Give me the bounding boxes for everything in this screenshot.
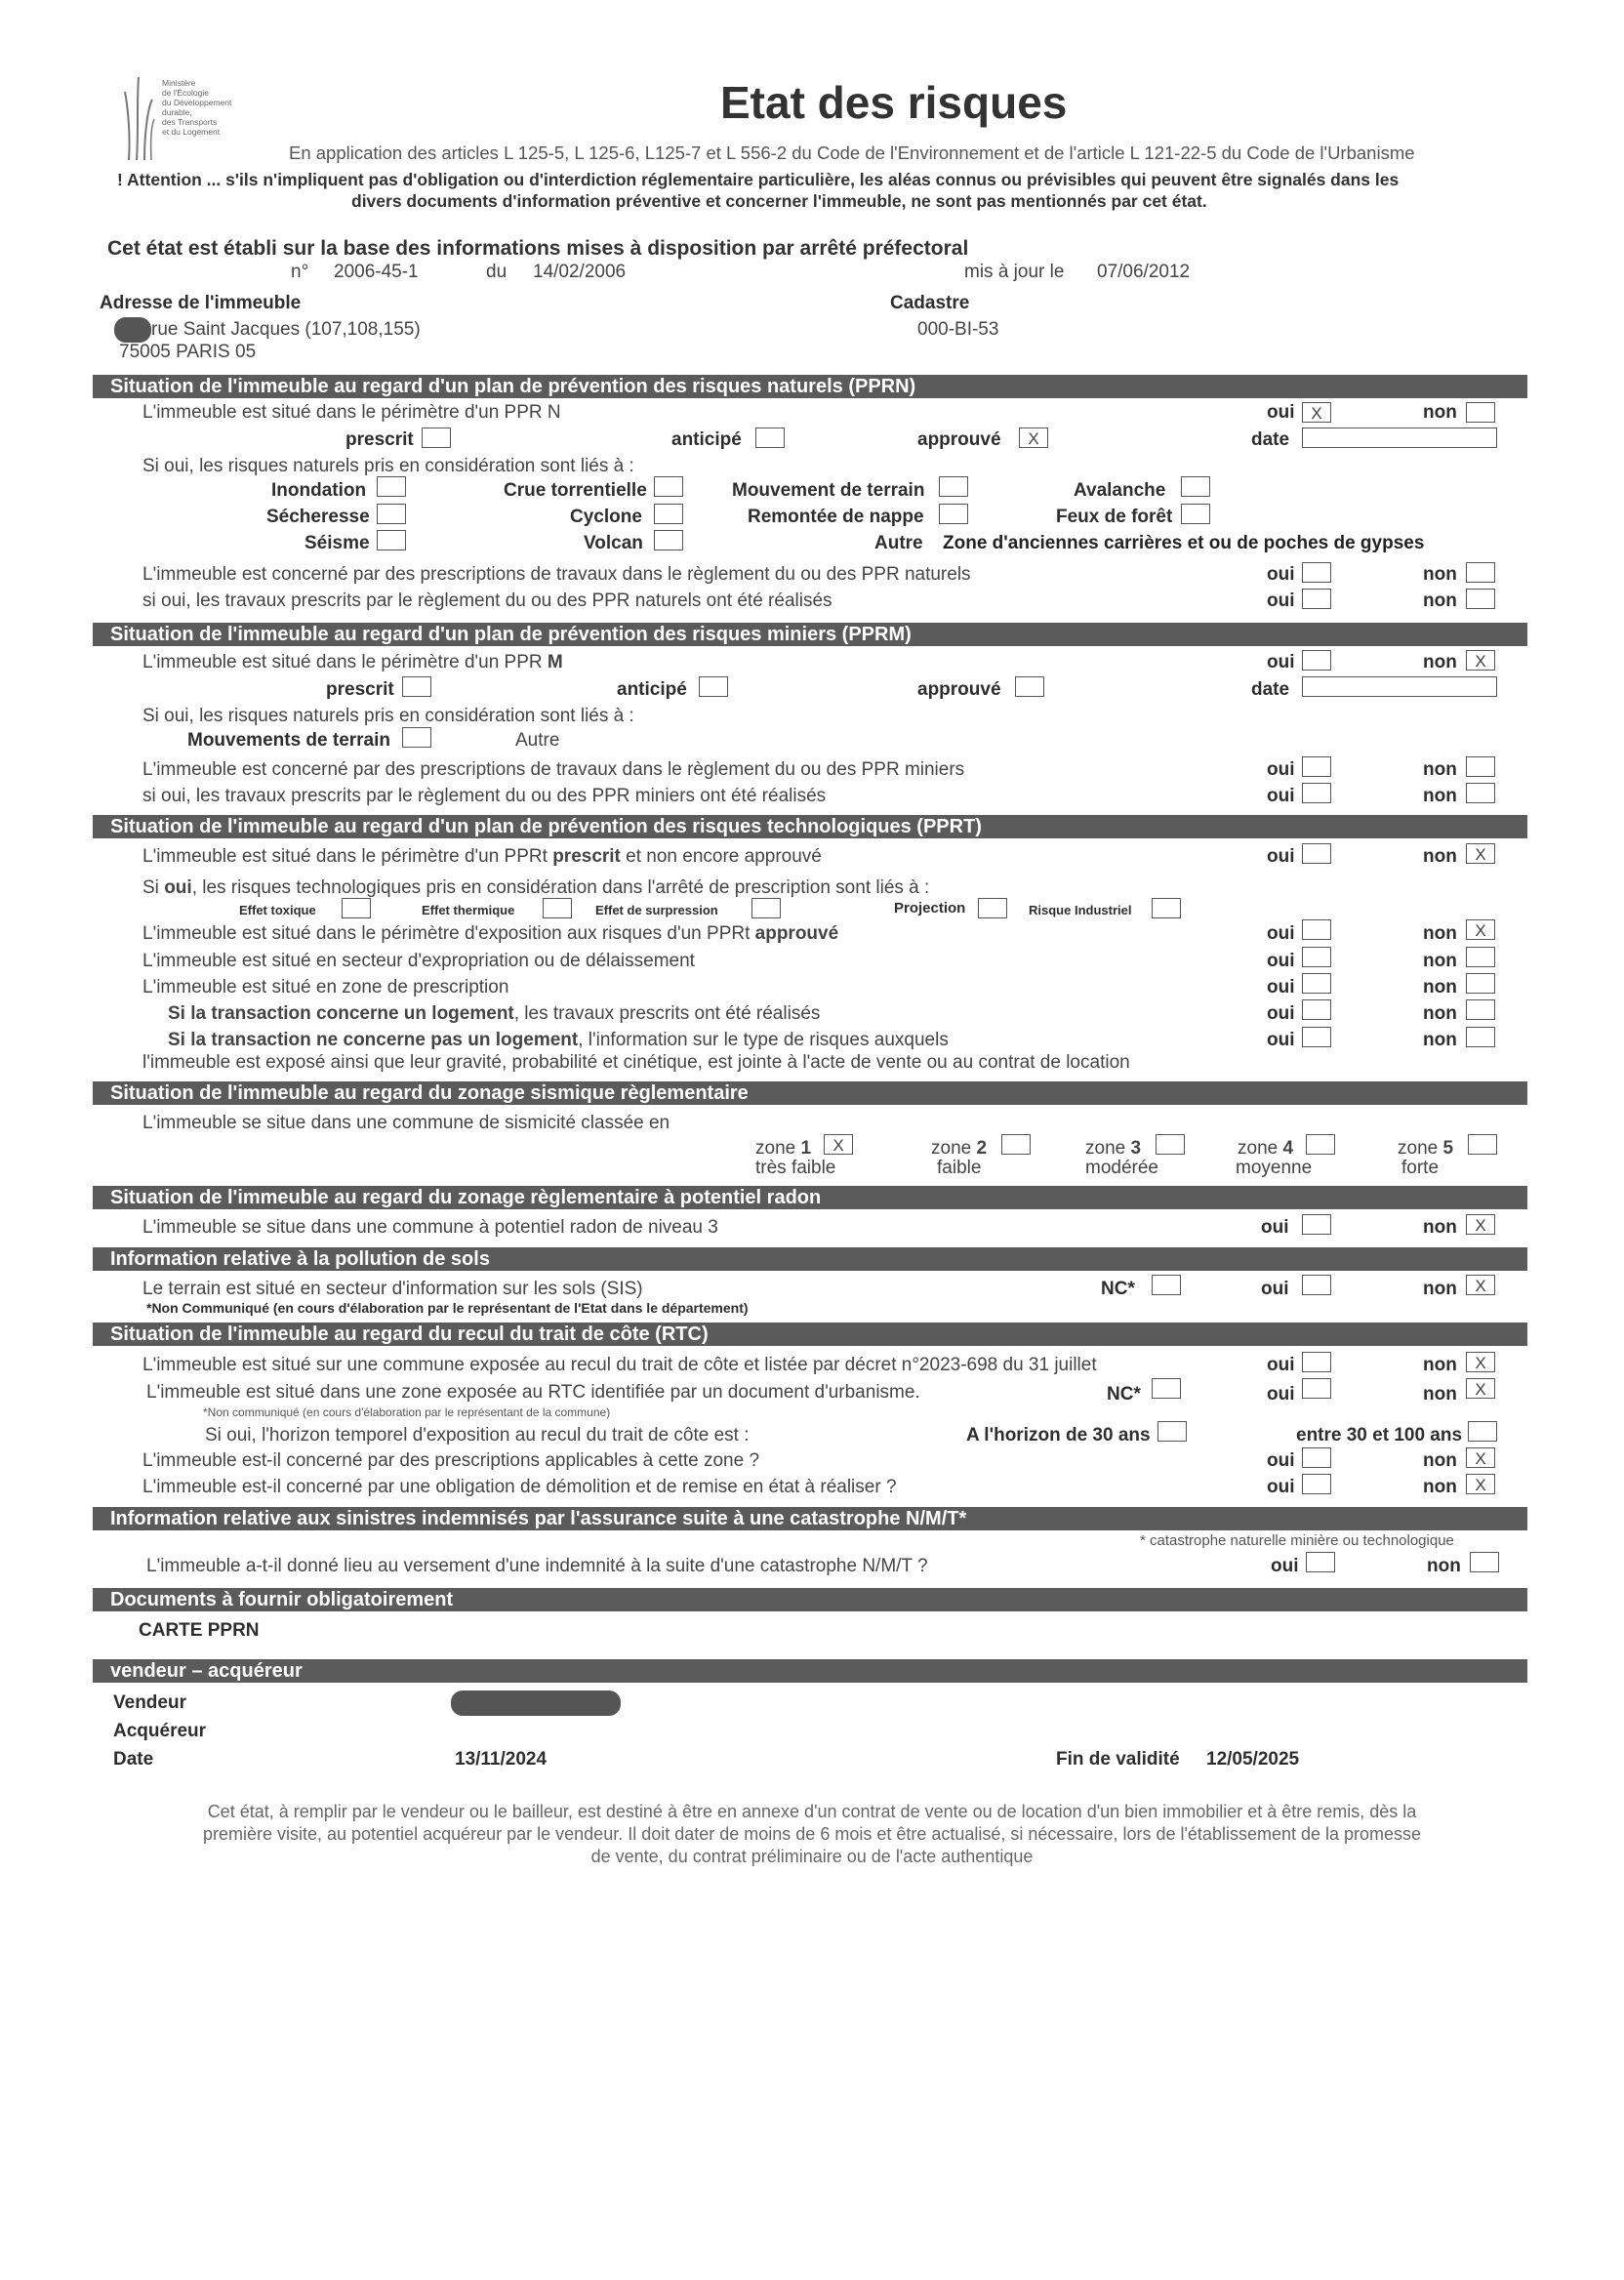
zone-1-checkbox[interactable]: X — [824, 1134, 853, 1155]
vendeur-label: Vendeur — [113, 1692, 186, 1713]
pprm-q3: si oui, les travaux prescrits par le règlement du ou des PPR miniers ont été réalisés — [142, 786, 827, 806]
pprt-q5-oui-checkbox[interactable] — [1302, 999, 1331, 1020]
oui-label: oui — [1267, 759, 1295, 780]
radon-q1: L'immeuble se situe dans une commune à potentiel radon de niveau 3 — [142, 1217, 718, 1238]
ministry-logo-icon — [119, 72, 158, 160]
zone-1-label — [755, 1138, 811, 1160]
redaction-mark — [114, 317, 151, 343]
adresse-label: Adresse de l'immeuble — [100, 293, 302, 313]
risk-secheresse-label: Sécheresse — [266, 507, 370, 527]
pprm-date-field[interactable] — [1302, 676, 1497, 697]
oui-label: oui — [1267, 923, 1295, 944]
pprm-prescrit-checkbox[interactable] — [402, 676, 431, 697]
oui-label: oui — [1261, 1217, 1289, 1238]
ministry-text — [162, 78, 231, 137]
pprt-q5-post: , les travaux prescrits ont été réalisés — [513, 1003, 821, 1024]
zone-4-label — [1238, 1138, 1293, 1160]
non-label: non — [1423, 1384, 1457, 1405]
cadastre-value: 000-BI-53 — [917, 319, 999, 340]
oui-label: oui — [1267, 1450, 1295, 1471]
approuve-label: approuvé — [917, 679, 1001, 700]
horizon-30-checkbox[interactable] — [1157, 1421, 1187, 1442]
zone-2-checkbox[interactable] — [1001, 1134, 1031, 1155]
non-label: non — [1423, 1355, 1457, 1375]
section-title: Situation de l'immeuble au regard d'un plan de prévention des risques miniers (PPRM) — [110, 624, 912, 645]
oui-label: oui — [1267, 402, 1295, 423]
pprm-q2-oui-checkbox[interactable] — [1302, 756, 1331, 777]
pprt-si-bold: oui — [164, 877, 192, 898]
horizon-30-label: A l'horizon de 30 ans — [966, 1425, 1151, 1445]
pprt-q3-oui-checkbox[interactable] — [1302, 947, 1331, 967]
rtc-q5-non-checkbox[interactable]: X — [1466, 1474, 1495, 1494]
sols-q1: Le terrain est situé en secteur d'information sur les sols (SIS) — [142, 1279, 643, 1299]
non-label: non — [1423, 1450, 1457, 1471]
risk-autre-value: Zone d'anciennes carrières et ou de poches de gypses — [943, 533, 1425, 553]
oui-label: oui — [1267, 786, 1295, 806]
risk-seisme-label: Séisme — [304, 533, 370, 553]
pprm-q1-bold: M — [547, 652, 563, 672]
risk-cyclone-label: Cyclone — [570, 507, 642, 527]
pprn-q1: L'immeuble est situé dans le périmètre d'un PPR N — [142, 402, 561, 423]
pprt-q6-non-checkbox[interactable] — [1466, 1027, 1495, 1047]
radon-non-checkbox[interactable]: X — [1466, 1214, 1495, 1235]
arrete-du-label: du — [486, 262, 508, 282]
oui-label: oui — [1267, 564, 1295, 585]
pprn-anticipe-checkbox[interactable] — [755, 428, 785, 448]
zone-2-label — [931, 1138, 987, 1160]
ministry-line: durable, — [162, 107, 192, 117]
effet-toxique-label: Effet toxique — [239, 903, 316, 917]
oui-label: oui — [1267, 846, 1295, 867]
approuve-label: approuvé — [917, 429, 1001, 450]
risk-feux-checkbox[interactable] — [1181, 504, 1210, 524]
pprm-mouvements-checkbox[interactable] — [402, 727, 431, 748]
non-label: non — [1423, 951, 1457, 971]
adresse-line2: 75005 PARIS 05 — [119, 342, 257, 362]
zone-4-checkbox[interactable] — [1306, 1134, 1335, 1155]
risk-mouvement-checkbox[interactable] — [939, 476, 968, 497]
non-label: non — [1427, 1556, 1461, 1576]
section-bar-sismique — [93, 1081, 1527, 1105]
sols-nc-checkbox[interactable] — [1152, 1275, 1181, 1295]
page-title: Etat des risques — [720, 77, 1068, 128]
risk-avalanche-label: Avalanche — [1074, 480, 1166, 501]
rtc-q2-oui-checkbox[interactable] — [1302, 1378, 1331, 1399]
anticipe-label: anticipé — [671, 429, 742, 450]
zone-3-label — [1085, 1138, 1141, 1160]
pprm-q1-non-checkbox[interactable]: X — [1466, 650, 1495, 671]
non-label: non — [1423, 564, 1457, 585]
section-bar-parties — [93, 1659, 1527, 1683]
sols-oui-checkbox[interactable] — [1302, 1275, 1331, 1295]
cadastre-label: Cadastre — [890, 293, 970, 313]
redaction-mark — [451, 1690, 621, 1716]
risk-feux-label: Feux de forêt — [1056, 507, 1173, 527]
rtc-q1-non-checkbox[interactable]: X — [1466, 1352, 1495, 1372]
section-bar-documents — [93, 1588, 1527, 1611]
pprt-q1-post: et non encore approuvé — [626, 846, 822, 867]
non-label: non — [1423, 977, 1457, 998]
oui-label: oui — [1267, 1355, 1295, 1375]
pprt-q1-non-checkbox[interactable]: X — [1466, 843, 1495, 864]
non-label: non — [1423, 759, 1457, 780]
pprn-q1-oui-checkbox[interactable]: X — [1302, 402, 1331, 423]
pprt-q6-oui-checkbox[interactable] — [1302, 1027, 1331, 1047]
arrete-maj-label: mis à jour le — [964, 262, 1065, 282]
pprm-autre-label: Autre — [515, 730, 560, 751]
oui-label: oui — [1267, 590, 1295, 611]
date-value: 13/11/2024 — [455, 1749, 548, 1770]
entre-30-100-label: entre 30 et 100 ans — [1296, 1425, 1463, 1445]
pprm-q1-text: L'immeuble est situé dans le périmètre d'un PPR — [142, 652, 543, 672]
non-label: non — [1423, 1279, 1457, 1299]
oui-label: oui — [1267, 652, 1295, 672]
zone-5-desc: forte — [1401, 1158, 1440, 1178]
pprt-q6 — [168, 1030, 949, 1051]
section-title: Information relative aux sinistres indemnisés par l'assurance suite à une catastrophe N/M/T* — [110, 1508, 967, 1529]
sinistres-non-checkbox[interactable] — [1470, 1552, 1499, 1572]
zone-word: zone — [931, 1138, 972, 1159]
ministry-line: du Développement — [162, 98, 232, 107]
prescrit-label: prescrit — [326, 679, 394, 700]
documents-item: CARTE PPRN — [139, 1620, 260, 1641]
zone-1-desc: très faible — [755, 1158, 836, 1178]
non-label: non — [1423, 1003, 1457, 1024]
pprm-q2-non-checkbox[interactable] — [1466, 756, 1495, 777]
radon-oui-checkbox[interactable] — [1302, 1214, 1331, 1235]
pprt-q3-non-checkbox[interactable] — [1466, 947, 1495, 967]
risque-industriel-label: Risque Industriel — [1029, 903, 1132, 917]
oui-label: oui — [1267, 1477, 1295, 1497]
oui-label: oui — [1267, 1030, 1295, 1050]
pprt-q2-oui-checkbox[interactable] — [1302, 919, 1331, 940]
fin-validite-label: Fin de validité — [1056, 1749, 1180, 1770]
section-title: Information relative à la pollution de sols — [110, 1248, 490, 1270]
pprm-anticipe-checkbox[interactable] — [699, 676, 728, 697]
pprt-si-post: , les risques technologiques pris en considération dans l'arrêté de prescription sont liés à : — [191, 877, 930, 898]
non-label: non — [1423, 786, 1457, 806]
zone-number: 3 — [1130, 1138, 1142, 1159]
rtc-q4-oui-checkbox[interactable] — [1302, 1447, 1331, 1468]
section-title: Situation de l'immeuble au regard du zonage règlementaire à potentiel radon — [110, 1187, 822, 1208]
section-bar-sols — [93, 1247, 1527, 1271]
pprt-q2-pre: L'immeuble est situé dans le périmètre d'exposition aux risques d'un PPRt — [142, 923, 751, 944]
pprm-approuve-checkbox[interactable] — [1015, 676, 1044, 697]
footer-line-2: première visite, au potentiel acquéreur par le vendeur. Il doit dater de moins de 6 mois et être actualisé, si nécessaire, lors de l'établissement de la promesse — [202, 1824, 1422, 1844]
non-label: non — [1423, 402, 1457, 423]
pprt-q1-bold: prescrit — [552, 846, 621, 867]
pprn-si-oui: Si oui, les risques naturels pris en considération sont liés à : — [142, 456, 634, 476]
effet-surpression-checkbox[interactable] — [751, 898, 781, 918]
fin-validite-value: 12/05/2025 — [1206, 1749, 1300, 1770]
section-bar-radon — [93, 1186, 1527, 1209]
pprn-q2-oui-checkbox[interactable] — [1302, 562, 1331, 583]
adresse-line1: rue Saint Jacques (107,108,155) — [151, 319, 421, 340]
non-label: non — [1423, 1030, 1457, 1050]
pprt-q3: L'immeuble est situé en secteur d'expropriation ou de délaissement — [142, 951, 695, 971]
pprn-approuve-checkbox[interactable]: X — [1019, 428, 1048, 448]
pprt-q5-non-checkbox[interactable] — [1466, 999, 1495, 1020]
pprn-q1-non-checkbox[interactable] — [1466, 402, 1495, 423]
pprn-q3-non-checkbox[interactable] — [1466, 589, 1495, 609]
anticipe-label: anticipé — [617, 679, 687, 700]
sols-note: *Non Communiqué (en cours d'élaboration par le représentant de l'Etat dans le département) — [146, 1300, 749, 1316]
pprn-q3-oui-checkbox[interactable] — [1302, 589, 1331, 609]
sinistres-q1: L'immeuble a-t-il donné lieu au versement d'une indemnité à la suite d'une catastrophe N/M/T ? — [146, 1556, 928, 1576]
pprt-q4: L'immeuble est situé en zone de prescription — [142, 977, 509, 998]
pprt-q1-oui-checkbox[interactable] — [1302, 843, 1331, 864]
projection-checkbox[interactable] — [978, 898, 1007, 918]
rtc-nc-checkbox[interactable] — [1152, 1378, 1181, 1399]
rtc-q5: L'immeuble est-il concerné par une obligation de démolition et de remise en état à réaliser ? — [142, 1477, 897, 1497]
pprm-q1 — [142, 652, 563, 673]
pprn-q2-non-checkbox[interactable] — [1466, 562, 1495, 583]
non-label: non — [1423, 1217, 1457, 1238]
zone-word: zone — [1398, 1138, 1439, 1159]
projection-label: Projection — [894, 900, 966, 916]
sinistres-note: * catastrophe naturelle minière ou technologique — [1140, 1532, 1454, 1549]
zone-3-checkbox[interactable] — [1156, 1134, 1185, 1155]
sols-non-checkbox[interactable]: X — [1466, 1275, 1495, 1295]
pprt-q1-pre: L'immeuble est situé dans le périmètre d'un PPRt — [142, 846, 548, 867]
date-label: Date — [113, 1749, 154, 1770]
section-title: Situation de l'immeuble au regard d'un plan de prévention des risques naturels (PPRN) — [110, 376, 916, 397]
section-title: Situation de l'immeuble au regard d'un plan de prévention des risques technologiques (PPRT) — [110, 816, 982, 837]
oui-label: oui — [1267, 1384, 1295, 1405]
ministry-line: et du Logement — [162, 127, 221, 137]
rtc-q2-non-checkbox[interactable]: X — [1466, 1378, 1495, 1399]
arrete-no-value: 2006-45-1 — [334, 262, 419, 282]
zone-number: 1 — [800, 1138, 812, 1159]
zone-2-desc: faible — [937, 1158, 982, 1178]
pprt-si-oui — [142, 877, 929, 899]
nc-label: NC* — [1101, 1279, 1135, 1299]
risk-remontee-label: Remontée de nappe — [748, 507, 924, 527]
pprt-q1 — [142, 846, 822, 868]
non-label: non — [1423, 590, 1457, 611]
effet-toxique-checkbox[interactable] — [342, 898, 371, 918]
arrete-du-value: 14/02/2006 — [533, 262, 627, 282]
risk-crue-checkbox[interactable] — [654, 476, 683, 497]
sinistres-oui-checkbox[interactable] — [1306, 1552, 1335, 1572]
acquereur-label: Acquéreur — [113, 1721, 207, 1741]
rtc-q1: L'immeuble est situé sur une commune exposée au recul du trait de côte et listée par décret n°2023-698 du 31 juillet — [142, 1355, 1097, 1375]
pprt-q6-bold: Si la transaction ne concerne pas un logement — [168, 1030, 579, 1050]
pprn-prescrit-checkbox[interactable] — [422, 428, 451, 448]
pprt-q5-bold: Si la transaction concerne un logement — [168, 1003, 514, 1024]
risk-crue-label: Crue torrentielle — [504, 480, 647, 501]
date-label: date — [1251, 679, 1290, 700]
zone-number: 4 — [1282, 1138, 1294, 1159]
section-bar-pprn — [93, 375, 1527, 398]
nc-label: NC* — [1107, 1384, 1141, 1405]
section-bar-pprm — [93, 623, 1527, 646]
zone-5-checkbox[interactable] — [1468, 1134, 1497, 1155]
zone-word: zone — [755, 1138, 796, 1159]
risk-volcan-label: Volcan — [584, 533, 643, 553]
pprt-q2-bold: approuvé — [754, 923, 839, 944]
risk-avalanche-checkbox[interactable] — [1181, 476, 1210, 497]
ministry-line: de l'Écologie — [162, 88, 209, 98]
page-subtitle: En application des articles L 125-5, L 125-6, L125-7 et L 556-2 du Code de l'Environnement et de l'article L 121-22-5 du Code de l'Urbanisme — [289, 142, 1415, 163]
oui-label: oui — [1267, 951, 1295, 971]
oui-label: oui — [1261, 1279, 1289, 1299]
attention-line-1: ! Attention ... s'ils n'impliquent pas d'obligation ou d'interdiction réglementaire particulière, les aléas connus ou prévisibles qui peuvent être signalés dans les — [117, 170, 1400, 189]
non-label: non — [1423, 846, 1457, 867]
effet-thermique-label: Effet thermique — [422, 903, 515, 917]
zone-number: 5 — [1442, 1138, 1454, 1159]
section-title: Situation de l'immeuble au regard du zonage sismique règlementaire — [110, 1082, 749, 1104]
risque-industriel-checkbox[interactable] — [1152, 898, 1181, 918]
pprn-q3: si oui, les travaux prescrits par le règlement du ou des PPR naturels ont été réalisés — [142, 590, 832, 611]
zone-5-label — [1398, 1138, 1453, 1160]
risk-volcan-checkbox[interactable] — [654, 530, 683, 550]
rtc-q4: L'immeuble est-il concerné par des prescriptions applicables à cette zone ? — [142, 1450, 760, 1471]
section-bar-rtc — [93, 1323, 1527, 1346]
pprt-q4-non-checkbox[interactable] — [1466, 973, 1495, 994]
risk-inondation-checkbox[interactable] — [377, 476, 406, 497]
risk-inondation-label: Inondation — [271, 480, 367, 501]
footer-line-3: de vente, du contrat préliminaire ou de l'acte authentique — [590, 1847, 1034, 1866]
effet-surpression-label: Effet de surpression — [595, 903, 718, 917]
section-bar-pprt — [93, 815, 1527, 838]
rtc-q5-oui-checkbox[interactable] — [1302, 1474, 1331, 1494]
rtc-q3: Si oui, l'horizon temporel d'exposition au recul du trait de côte est : — [205, 1425, 750, 1445]
non-label: non — [1423, 652, 1457, 672]
oui-label: oui — [1267, 1003, 1295, 1024]
pprt-q6-line2: l'immeuble est exposé ainsi que leur gravité, probabilité et cinétique, est jointe à l'acte de vente ou au contrat de location — [142, 1052, 1130, 1073]
oui-label: oui — [1267, 977, 1295, 998]
zone-3-desc: modérée — [1085, 1158, 1158, 1178]
pprt-q5 — [168, 1003, 820, 1025]
zone-word: zone — [1085, 1138, 1126, 1159]
pprn-q2: L'immeuble est concerné par des prescriptions de travaux dans le règlement du ou des PPR naturels — [142, 564, 971, 585]
rtc-q4-non-checkbox[interactable]: X — [1466, 1447, 1495, 1468]
pprm-si-oui: Si oui, les risques naturels pris en considération sont liés à : — [142, 706, 634, 726]
arrete-heading: Cet état est établi sur la base des informations mises à disposition par arrêté préfectoral — [107, 237, 969, 260]
risk-remontee-checkbox[interactable] — [939, 504, 968, 524]
risk-seisme-checkbox[interactable] — [377, 530, 406, 550]
zone-number: 2 — [976, 1138, 988, 1159]
pprm-q3-oui-checkbox[interactable] — [1302, 783, 1331, 803]
pprt-q2 — [142, 923, 838, 945]
section-bar-sinistres — [93, 1507, 1527, 1530]
non-label: non — [1423, 923, 1457, 944]
non-label: non — [1423, 1477, 1457, 1497]
pprt-q4-oui-checkbox[interactable] — [1302, 973, 1331, 994]
footer-line-1: Cet état, à remplir par le vendeur ou le bailleur, est destiné à être en annexe d'un contrat de vente ou de location d'un bien immobilier et à être remis, dès la — [207, 1802, 1417, 1821]
rtc-note: *Non communiqué (en cours d'élaboration par le représentant de la commune) — [203, 1405, 611, 1419]
attention-line-2: divers documents d'information préventive et concerner l'immeuble, ne sont pas mentionnés par cet état. — [351, 191, 1207, 211]
arrete-maj-value: 07/06/2012 — [1097, 262, 1191, 282]
section-title: Situation de l'immeuble au regard du recul du trait de côte (RTC) — [110, 1323, 709, 1345]
effet-thermique-checkbox[interactable] — [543, 898, 572, 918]
pprm-q3-non-checkbox[interactable] — [1466, 783, 1495, 803]
risk-autre-label: Autre — [874, 533, 923, 553]
pprm-q2: L'immeuble est concerné par des prescriptions de travaux dans le règlement du ou des PPR miniers — [142, 759, 965, 780]
rtc-q2: L'immeuble est situé dans une zone exposée au RTC identifiée par un document d'urbanisme. — [146, 1382, 920, 1403]
prescrit-label: prescrit — [345, 429, 414, 450]
section-title: Documents à fournir obligatoirement — [110, 1589, 454, 1610]
risk-mouvement-label: Mouvement de terrain — [732, 480, 925, 501]
pprm-q1-oui-checkbox[interactable] — [1302, 650, 1331, 671]
ministry-line: des Transports — [162, 117, 218, 127]
pprt-si-pre: Si — [142, 877, 159, 898]
sismique-q1: L'immeuble se situe dans une commune de sismicité classée en — [142, 1113, 670, 1133]
ministry-logo — [119, 72, 158, 160]
section-title: vendeur – acquéreur — [110, 1660, 303, 1682]
zone-4-desc: moyenne — [1236, 1158, 1313, 1178]
risk-secheresse-checkbox[interactable] — [377, 504, 406, 524]
pprn-date-field[interactable] — [1302, 428, 1497, 448]
arrete-no-label: n° — [291, 262, 309, 282]
ministry-line: Ministère — [162, 78, 196, 88]
zone-word: zone — [1238, 1138, 1279, 1159]
pprt-q2-non-checkbox[interactable]: X — [1466, 919, 1495, 940]
entre-30-100-checkbox[interactable] — [1468, 1421, 1497, 1442]
risk-cyclone-checkbox[interactable] — [654, 504, 683, 524]
pprt-q6-post: , l'information sur le type de risques auxquels — [578, 1030, 949, 1050]
oui-label: oui — [1271, 1556, 1299, 1576]
rtc-q1-oui-checkbox[interactable] — [1302, 1352, 1331, 1372]
pprm-mouvements-label: Mouvements de terrain — [187, 730, 390, 751]
date-label: date — [1251, 429, 1290, 450]
